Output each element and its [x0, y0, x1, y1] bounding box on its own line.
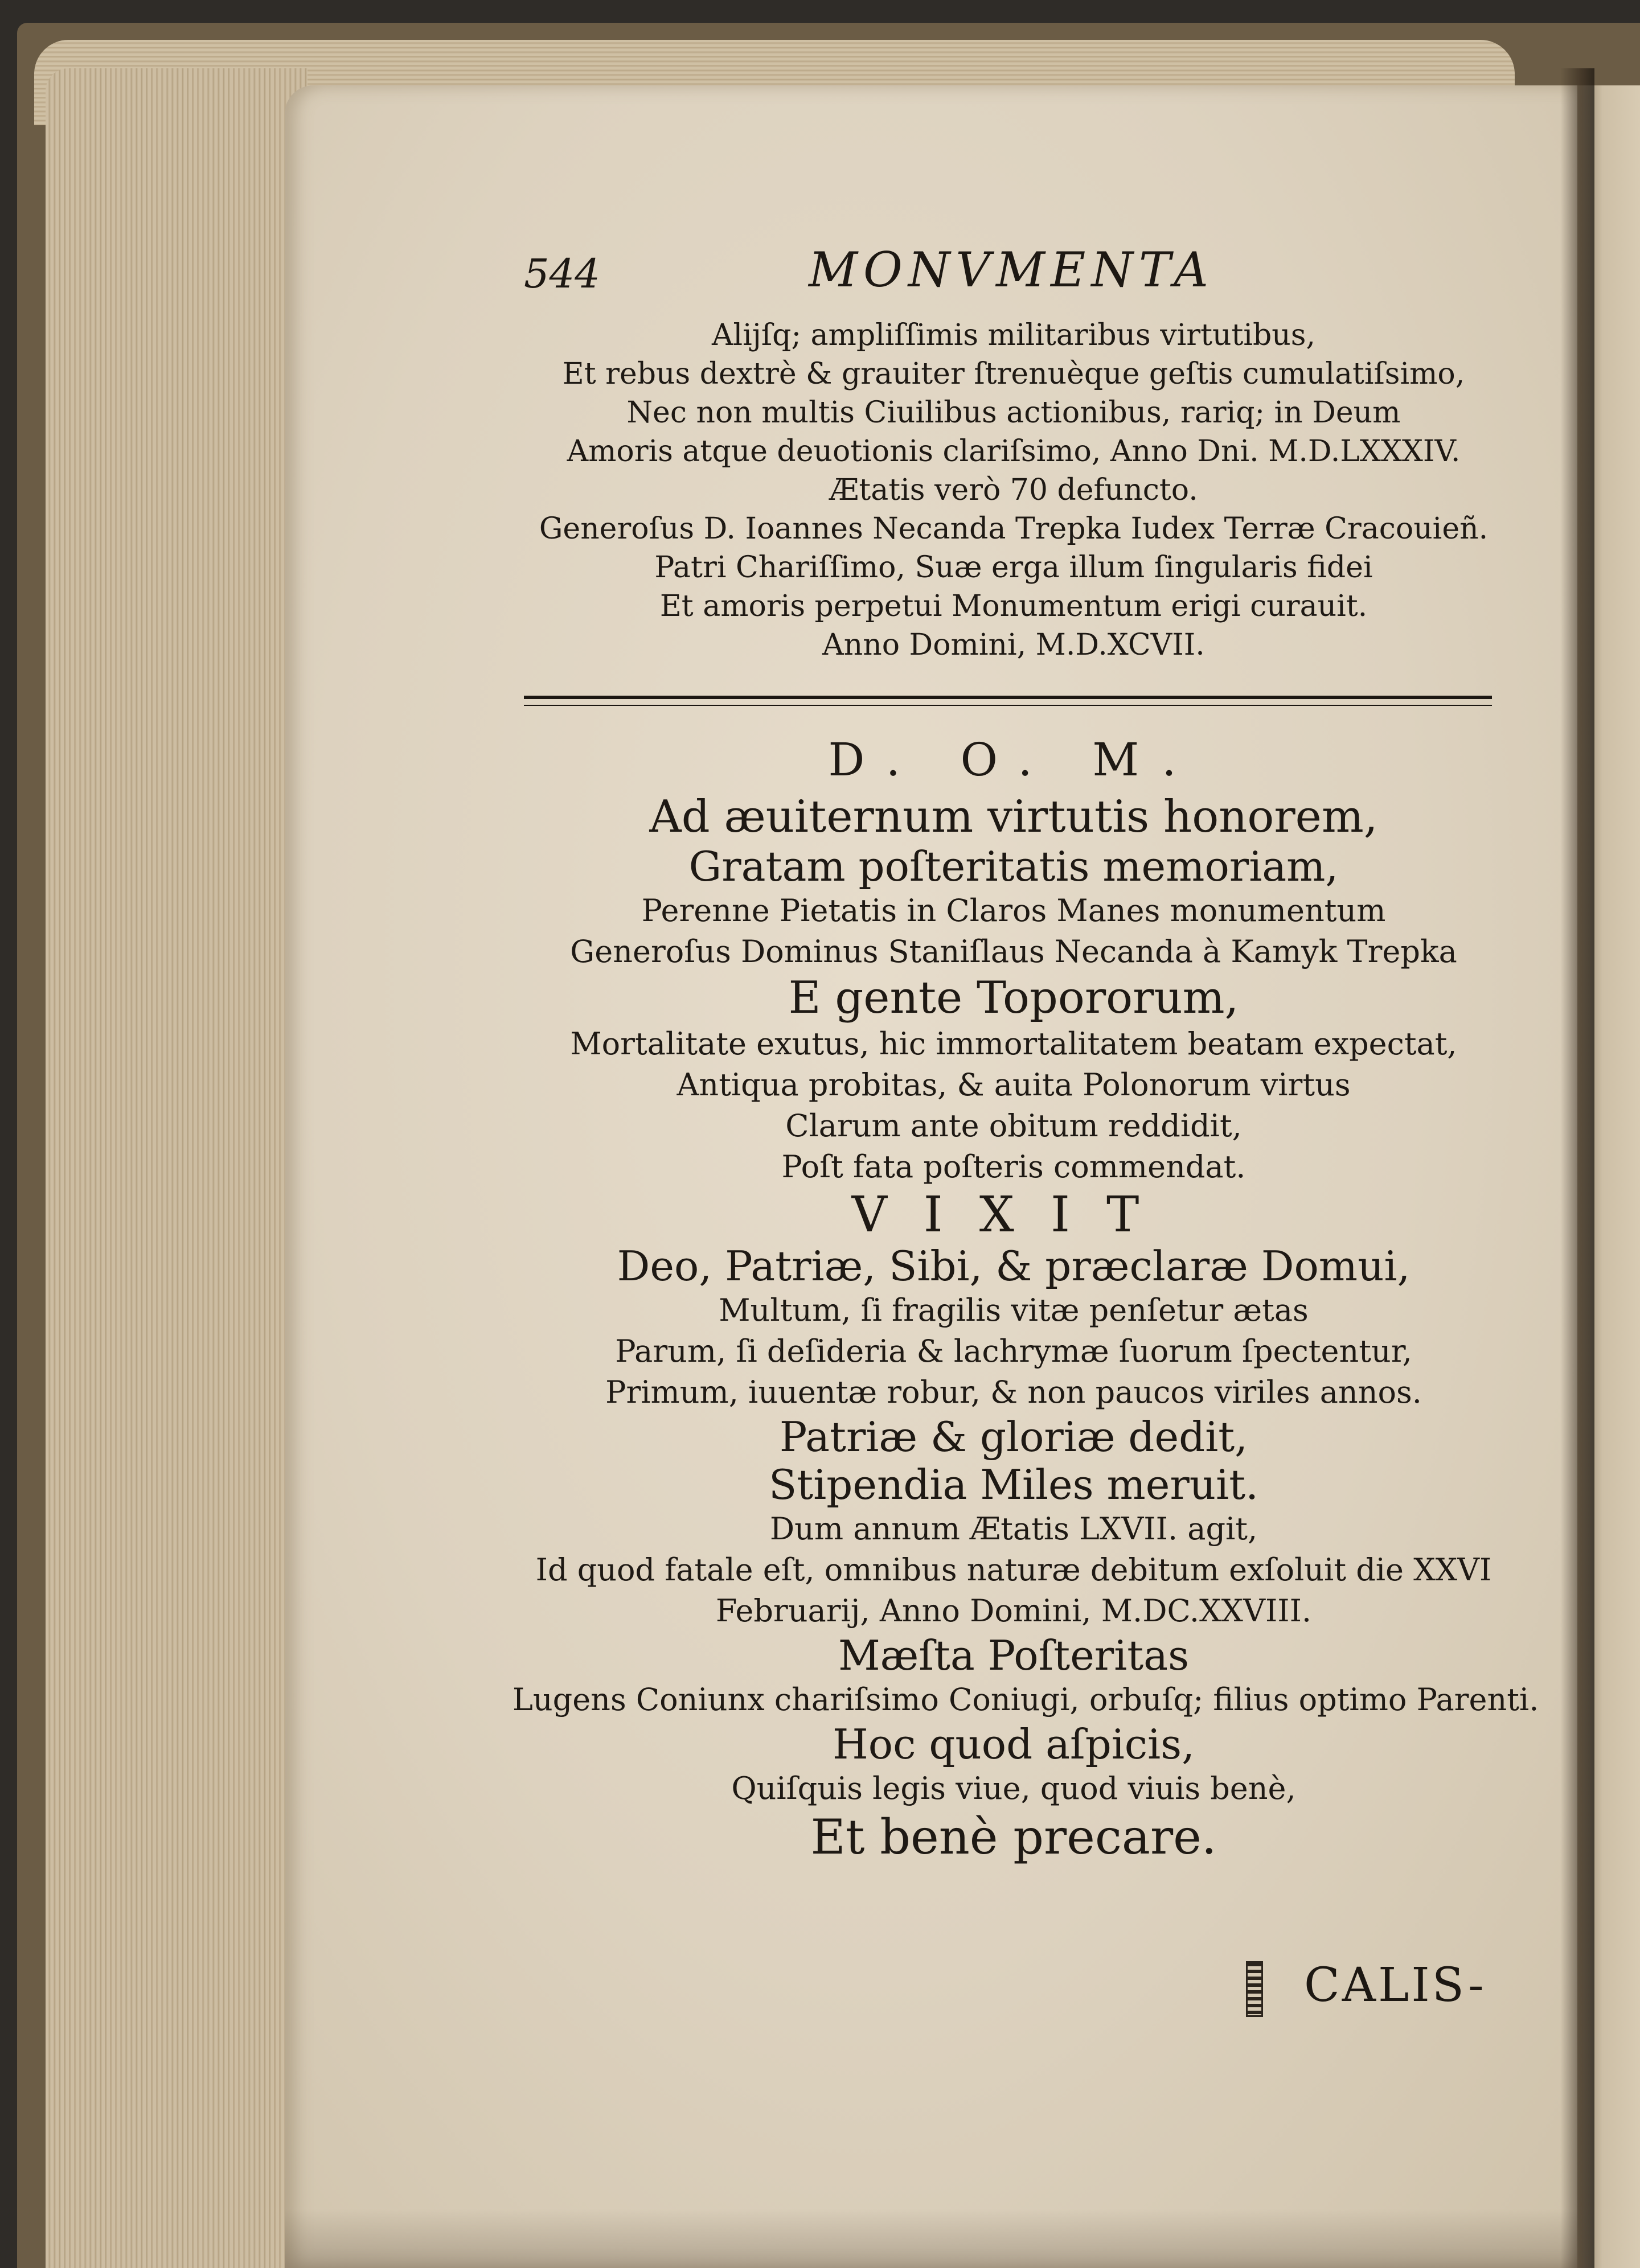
text-line: Amoris atque deuotionis clariſsimo, Anno Dni. M.D.LXXXIV. [567, 434, 1461, 469]
gutter-shadow [1560, 68, 1594, 2268]
inscription-epitaph-2 [512, 729, 1539, 1865]
text-line: Clarum ante obitum reddidit, [785, 1108, 1242, 1144]
catchword: CALIS- [1304, 1958, 1486, 2012]
text-line: Generoſus D. Ioannes Necanda Trepka Iudex Terræ Cracouieñ. [539, 512, 1489, 546]
text-line: Mortalitate exutus, hic immortalitatem beatam expectat, [570, 1026, 1457, 1062]
text-line: Id quod fatale eſt, omnibus naturæ debitum exſoluit die XXVI [535, 1552, 1492, 1588]
text-line: Dum annum Ætatis LXVII. agit, [769, 1511, 1258, 1547]
inscription-epitaph-1 [512, 316, 1515, 664]
page-block-fore-edge [46, 68, 308, 2268]
text-line: Parum, ſi deſideria & lachrymæ ſuorum ſpectentur, [615, 1333, 1412, 1369]
text-line: Nec non multis Ciuilibus actionibus, rariq; in Deum [626, 396, 1401, 430]
text-line: Stipendia Miles meruit. [768, 1461, 1259, 1509]
text-line: Antiqua probitas, & auita Polonorum virtus [676, 1067, 1351, 1103]
text-line: Alijſq; ampliſſimis militaribus virtutibus, [711, 318, 1315, 352]
running-title: MONVMENTA [809, 242, 1214, 298]
text-line: Ætatis verò 70 defuncto. [829, 473, 1198, 507]
section-divider-rule [524, 696, 1492, 706]
text-line: Et amoris perpetui Monumentum erigi curauit. [659, 589, 1368, 623]
text-line: Quiſquis legis viue, quod viuis benè, [731, 1770, 1296, 1806]
text-line: Perenne Pietatis in Claros Manes monumentum [641, 893, 1386, 928]
text-line: Et rebus dextrè & grauiter ſtrenuèque geſtis cumulatiſsimo, [562, 357, 1465, 391]
text-line: Gratam poſteritatis memoriam, [688, 843, 1339, 890]
text-line: Patriæ & gloriæ dedit, [779, 1413, 1248, 1461]
text-line: Februarij, Anno Domini, M.DC.XXVIII. [715, 1593, 1312, 1629]
text-line: Anno Domini, M.D.XCVII. [822, 628, 1205, 662]
text-line: Generoſus Dominus Staniſlaus Necanda à Kamyk Trepka [570, 934, 1457, 969]
text-line: Lugens Coniunx chariſsimo Coniugi, orbuſq; filius optimo Parenti. [512, 1682, 1539, 1718]
text-line: Poſt fata poſteris commendat. [781, 1149, 1246, 1185]
text-line: Patri Chariſſimo, Suæ erga illum ſingularis fidei [654, 550, 1373, 585]
signature-mark-icon [1246, 1961, 1263, 2017]
text-line: Mæſta Poſteritas [838, 1632, 1190, 1679]
text-line: Deo, Patriæ, Sibi, & præclaræ Domui, [617, 1242, 1411, 1290]
heading-vixit: VIXIT [851, 1186, 1176, 1243]
text-line: Et benè precare. [810, 1809, 1217, 1865]
text-line: Hoc quod aſpicis, [832, 1720, 1195, 1768]
page-number: 544 [524, 250, 600, 297]
text-line: Ad æuiternum virtutis honorem, [649, 791, 1378, 843]
text-line: E gente Topororum, [788, 972, 1239, 1024]
heading-dom: D. O. M. [828, 733, 1199, 786]
page-bottom-shadow [285, 2209, 1577, 2268]
text-line: Multum, ſi fragilis vitæ penſetur ætas [719, 1292, 1309, 1328]
text-line: Primum, iuuentæ robur, & non paucos viriles annos. [605, 1374, 1422, 1410]
